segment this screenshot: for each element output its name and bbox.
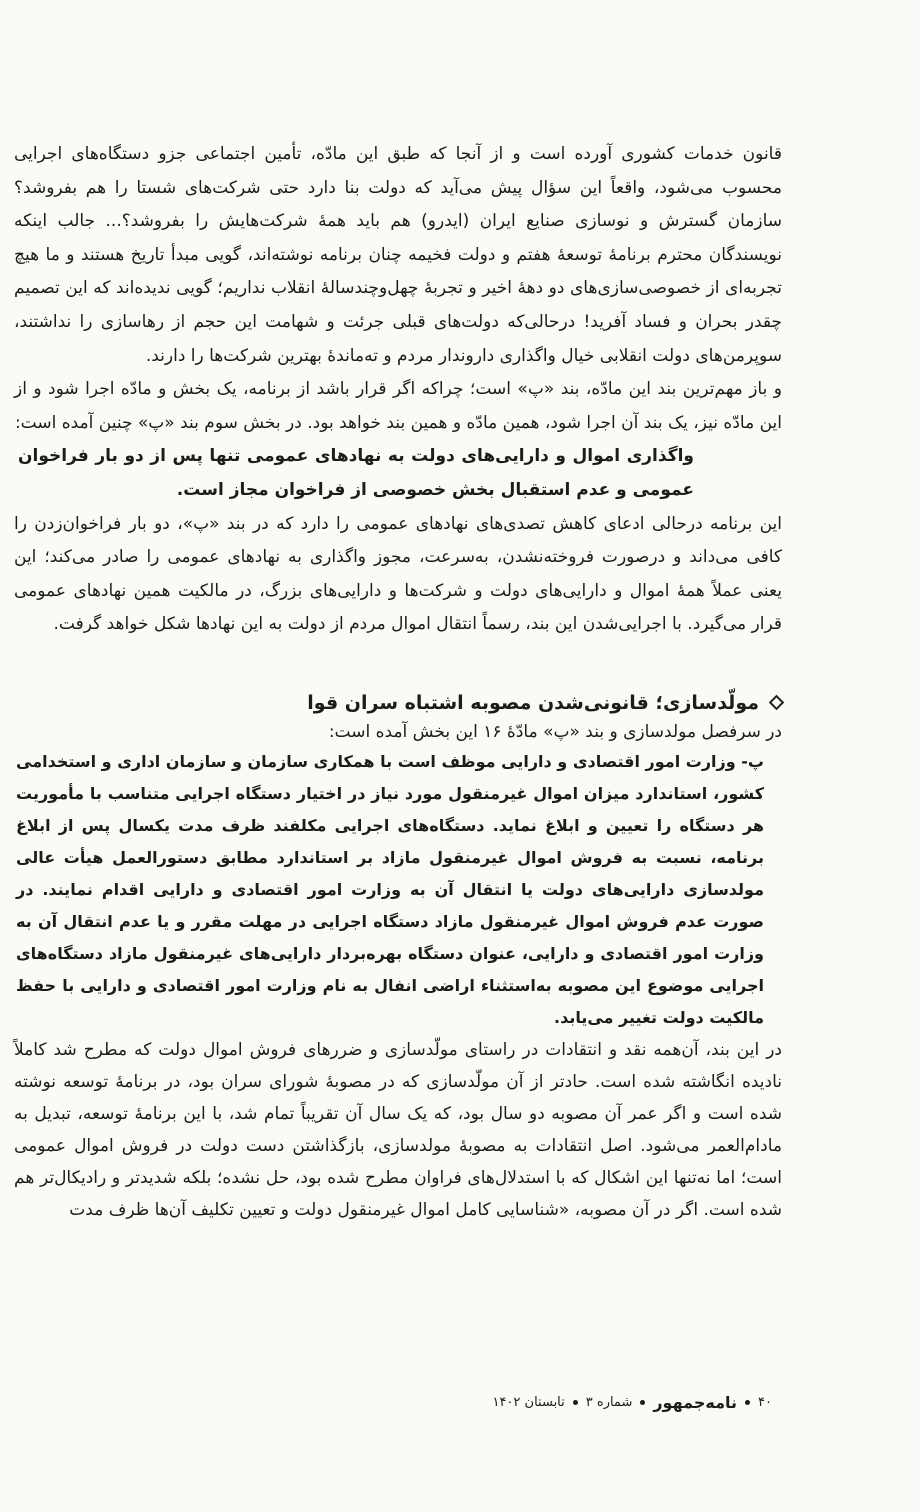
body-paragraph-4: در این بند، آن‌همه نقد و انتقادات در راستای مولّدسازی و ضررهای فروش اموال دولت که مطرح شد کاملاً نادیده انگاشته شده است. حادتر از آن مولّدسازی که در مصوبهٔ شورای سران بود، در برنامهٔ توسعه نوشته شده است و اگر عمر آن مصوبه دو سال بود، که یک سال آن تقریباً تمام شد، با این برنامهٔ توسعه، تبدیل به مادام‌العمر می‌شود. اصل انتقادات به مصوبهٔ مولدسازی، بازگذاشتن دست دولت در فروش اموال عمومی است؛ اما نه‌تنها این اشکال که با استدلال‌های فراوان مطرح شده بود، حل نشده؛ بلکه شدیدتر و رادیکال‌تر هم شده است. اگر در آن مصوبه، «شناسایی کامل اموال غیرمنقول دولت و تعیین تکلیف آن‌ها ظرف مدت: [14, 1039, 782, 1220]
issue-season: تابستان ۱۴۰۲: [492, 1395, 565, 1410]
text-column: [14, 138, 782, 1226]
page-footer: [492, 1393, 772, 1412]
separator-dot-icon: [745, 1400, 750, 1405]
body-paragraph-3: این برنامه درحالی ادعای کاهش تصدی‌های نهادهای عمومی را دارد که در بند «پ»، دو بار فراخوان‌زدن را کافی می‌داند و درصورت فروخته‌نشدن، به‌سرعت، مجوز واگذاری به نهادهای عمومی را صادر می‌کند؛ این یعنی عملاً همهٔ اموال و دارایی‌های دولت و شرکت‌ها و دارایی‌های بزرگ، در مالکیت همین نهادهای عمومی قرار می‌گیرد. با اجرایی‌شدن این بند، رسماً انتقال اموال مردم از دولت به این نهادها شکل خواهد گرفت.: [14, 513, 782, 635]
separator-dot-icon: [640, 1400, 645, 1405]
issue-number: شماره ۳: [585, 1395, 633, 1410]
law-quote-2: پ- وزارت امور اقتصادی و دارایی موظف است با همکاری سازمان و سازمان اداری و استخدامی کشور، استاندارد میزان اموال غیرمنقول مورد نیاز در اختیار دستگاه اجرایی متناسب با مأموریت هر دستگاه را تعیین و ابلاغ نماید. دستگاه‌های اجرایی مکلفند ظرف مدت یکسال پس از ابلاغ برنامه، نسبت به فروش اموال غیرمنقول مازاد بر استاندارد مطابق دستورالعمل هیأت عالی مولدسازی دارایی‌های دولت یا انتقال آن به وزارت امور اقتصادی و دارایی اقدام نمایند. در صورت عدم فروش اموال غیرمنقول مازاد دستگاه اجرایی در مهلت مقرر و یا عدم انتقال آن به وزارت امور اقتصادی و دارایی، عنوان دستگاه بهره‌بردار دارایی‌های غیرمنقول مازاد دستگاه‌های اجرایی موضوع این مصوبه به‌استثناء اراضی انفال به نام وزارت امور اقتصادی و دارایی با حفظ مالکیت دولت تغییر می‌یابد.: [16, 751, 764, 1027]
magazine-logo: نامه‌جمهور: [653, 1393, 738, 1412]
body-paragraph-1: قانون خدمات کشوری آورده است و از آنجا که طبق این مادّه، تأمین اجتماعی جزو دستگاه‌های اجرایی محسوب می‌شود، واقعاً این سؤال پیش می‌آید که دولت بنا دارد حتی شرکت‌های شستا را هم بفروشد؟ سازمان گسترش و نوسازی صنایع ایران (ایدرو) هم باید همهٔ شرکت‌هایش را بفروشد؟... جالب اینکه نویسندگان محترم برنامهٔ توسعهٔ هفتم و دولت فخیمه چنان برنامه نوشته‌اند، گویی مبدأ تاریخ هستند و ما هیچ تجربه‌ای از خصوصی‌سازی‌های دو دههٔ اخیر و تجربهٔ چهل‌وچندسالهٔ انقلاب نداریم؛ گویی ندیده‌اند که این تصمیم چقدر بحران و فساد آفرید! درحالی‌که دولت‌های قبلی جرئت و شهامت این حجم از رهاسازی را نداشتند، سوپرمن‌های دولت انقلابی خیال واگذاری داروندار مردم و ته‌ماندهٔ بهترین شرکت‌ها را دارند.: [14, 144, 782, 366]
section-heading-text: مولّدسازی؛ قانونی‌شدن مصوبه اشتباه سران قوا: [307, 691, 759, 714]
diamond-bullet-icon: [769, 695, 785, 711]
separator-dot-icon: [573, 1400, 578, 1405]
page-number: ۴۰: [758, 1395, 772, 1410]
section-heading: [14, 688, 782, 718]
section-intro: در سرفصل مولدسازی و بند «پ» مادّهٔ ۱۶ این بخش آمده است:: [328, 721, 782, 742]
body-paragraph-2: و باز مهم‌ترین بند این مادّه، بند «پ» است؛ چراکه اگر قرار باشد از برنامه، یک بخش و مادّه اجرا شود و از این مادّه نیز، یک بند آن اجرا شود، همین مادّه و همین بند خواهد بود. در بخش سوم بند «پ» چنین آمده است:: [14, 379, 782, 433]
law-quote-1: واگذاری اموال و دارایی‌های دولت به نهادهای عمومی تنها پس از دو بار فراخوان عمومی و عدم استقبال بخش خصوصی از فراخوان مجاز است.: [18, 446, 694, 500]
